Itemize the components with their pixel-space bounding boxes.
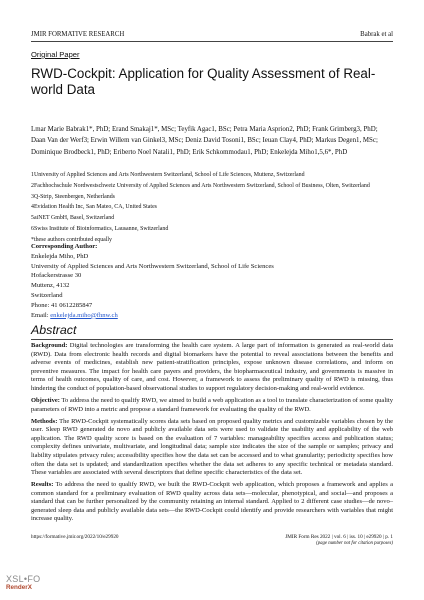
section-text: To address the need to qualify RWD, we aimed to build a web application as a tool to translate characterization of some quality parameters of RWD into a metric and propose a standard framework for evaluating the quality of the RWD. <box>31 396 393 413</box>
header-rule <box>31 41 393 42</box>
section-key: Objective: <box>31 396 60 404</box>
abstract-heading: Abstract <box>31 323 77 337</box>
abstract-background <box>31 342 393 394</box>
corr-line: Switzerland <box>31 291 63 299</box>
affiliation-item: 6Swiss Institute of Bioinformatics, Lausanne, Switzerland <box>31 225 169 232</box>
email-line <box>31 311 393 321</box>
footer-url[interactable]: https://formative.jmir.org/2022/10/e29920 <box>31 534 119 540</box>
abstract-body <box>31 342 393 527</box>
section-text: The RWD-Cockpit systematically scores data sets based on proposed quality metrics and customizable variables chosen by the user. Sleep RWD generated de novo and publicly available data sets were used to validate the usability and applicability of the web application. The RWD quality score is based on the evaluation of 7 variables: manageability specifies access and publication status; complexity defines univariate, multivariate, and longitudinal data; sample size indicates the size of the sample or samples; privacy and liability stipulates privacy rules; accessibility specifies how the data set can be accessed and to what granularity; periodicity specifies how often the data set is updated; and standardization specifies whether the data set adheres to any specific technical or metadata standard. These variables are associated with several descriptors that define specific characteristics of the data set. <box>31 417 393 477</box>
affiliation-list <box>31 170 393 246</box>
abstract-methods <box>31 418 393 478</box>
corr-line: Muttenz, 4132 <box>31 282 70 290</box>
affiliation-item: *these authors contributed equally <box>31 236 112 243</box>
section-key: Results: <box>31 481 54 489</box>
section-text: To address the need to qualify RWD, we built the RWD-Cockpit web application, which proposes a framework and applies a common standard for a preliminary evaluation of RWD quality across data sets—molecular, phenotypical, and social—and proposes a standard that can be further personalized by the community retaining an internal standard. Applied to 2 different case studies—de novo–generated sleep data and publicly available data sets—the RWD-Cockpit could identify and provide researchers with variables that might increase quality. <box>31 481 393 523</box>
citation-text: JMIR Form Res 2022 | vol. 6 | iss. 10 | e29920 | p. 1 <box>285 534 393 540</box>
affiliation-item: 1University of Applied Sciences and Arts Northwestern Switzerland, School of Life Sciences, Muttenz, Switzerland <box>31 172 305 178</box>
header-authors: Babrak et al <box>360 31 393 38</box>
journal-name: JMIR FORMATIVE RESEARCH <box>31 31 125 38</box>
footer-citation <box>285 534 393 548</box>
running-header <box>31 31 393 41</box>
section-key: Background: <box>31 342 68 349</box>
corresponding-author-label: Corresponding Author: <box>31 243 98 250</box>
affiliation-item: 2Fachhochschule Nordwestschweiz University of Applied Sciences and Arts Northwestern Switzerland, School of Business, Olten, Switzerland <box>31 182 370 189</box>
corr-line: Phone: 41 0612285847 <box>31 301 93 309</box>
abstract-results <box>31 481 393 524</box>
author-list <box>31 124 393 158</box>
article-type-label: Original Paper <box>31 50 80 59</box>
citation-note: (page number not for citation purposes) <box>316 540 393 546</box>
article-title: RWD-Cockpit: Application for Quality Assessment of Real-world Data <box>31 66 376 97</box>
corresponding-author <box>31 242 393 320</box>
email-link[interactable]: enkelejda.miho@fhnw.ch <box>50 311 118 319</box>
email-label: Email: <box>31 311 51 319</box>
corr-line: University of Applied Sciences and Arts Northwestern Switzerland, School of Life Sciences <box>31 262 274 270</box>
abstract-objective <box>31 397 393 414</box>
renderx-text: RenderX <box>6 584 32 591</box>
affiliation-item: 5aiNET GmbH, Basel, Switzerland <box>31 215 115 222</box>
renderer-logo <box>6 574 40 592</box>
xslfo-text: XSL•FO <box>6 574 41 584</box>
abstract-rule <box>31 339 393 340</box>
section-key: Methods: <box>31 417 58 425</box>
corr-line: Hofackerstrasse 30 <box>31 272 82 280</box>
section-text: Digital technologies are transforming the health care system. A large part of information is generated as real-world data (RWD). Data from electronic health records and digital biomarkers have the potential to reveal associations between the benefits and adverse events of medicines, establish new patient-stratification principles, expose unknown disease correlations, and inform on preventive measures. The impact for health care payers and providers, the biopharmaceutical industry, and governments is massive in terms of health outcomes, quality of care, and cost. However, a framework to assess the preliminary quality of RWD is missing, thus hindering the conduct of population-based observational studies to support regulatory decision-making and real-world evidence. <box>31 342 394 392</box>
affiliation-item: 4Evidation Health Inc, San Mateo, CA, United States <box>31 204 157 211</box>
authors-text: Lmar Marie Babrak1*, PhD; Erand Smakaj1*, MSc; Teyfik Agac1, BSc; Petra Maria Asprion2, PhD; Frank Grimberg3, PhD; Daan Van der Werf3; Erwin Willem van Ginkel3, MSc; Deniz David Tosoni1, BSc; Ieuan Clay4, PhD; Markus Degen1, MSc; Dominique Brodbeck1, PhD; Eriberto Noel Natali1, PhD; Erik Schkommodau1, PhD; Enkelejda Miho1,5,6*, PhD <box>31 126 378 156</box>
corr-line: Enkelejda Miho, PhD <box>31 252 89 260</box>
affiliation-item: 3Q-Strip, Steenbergen, Netherlands <box>31 193 115 200</box>
